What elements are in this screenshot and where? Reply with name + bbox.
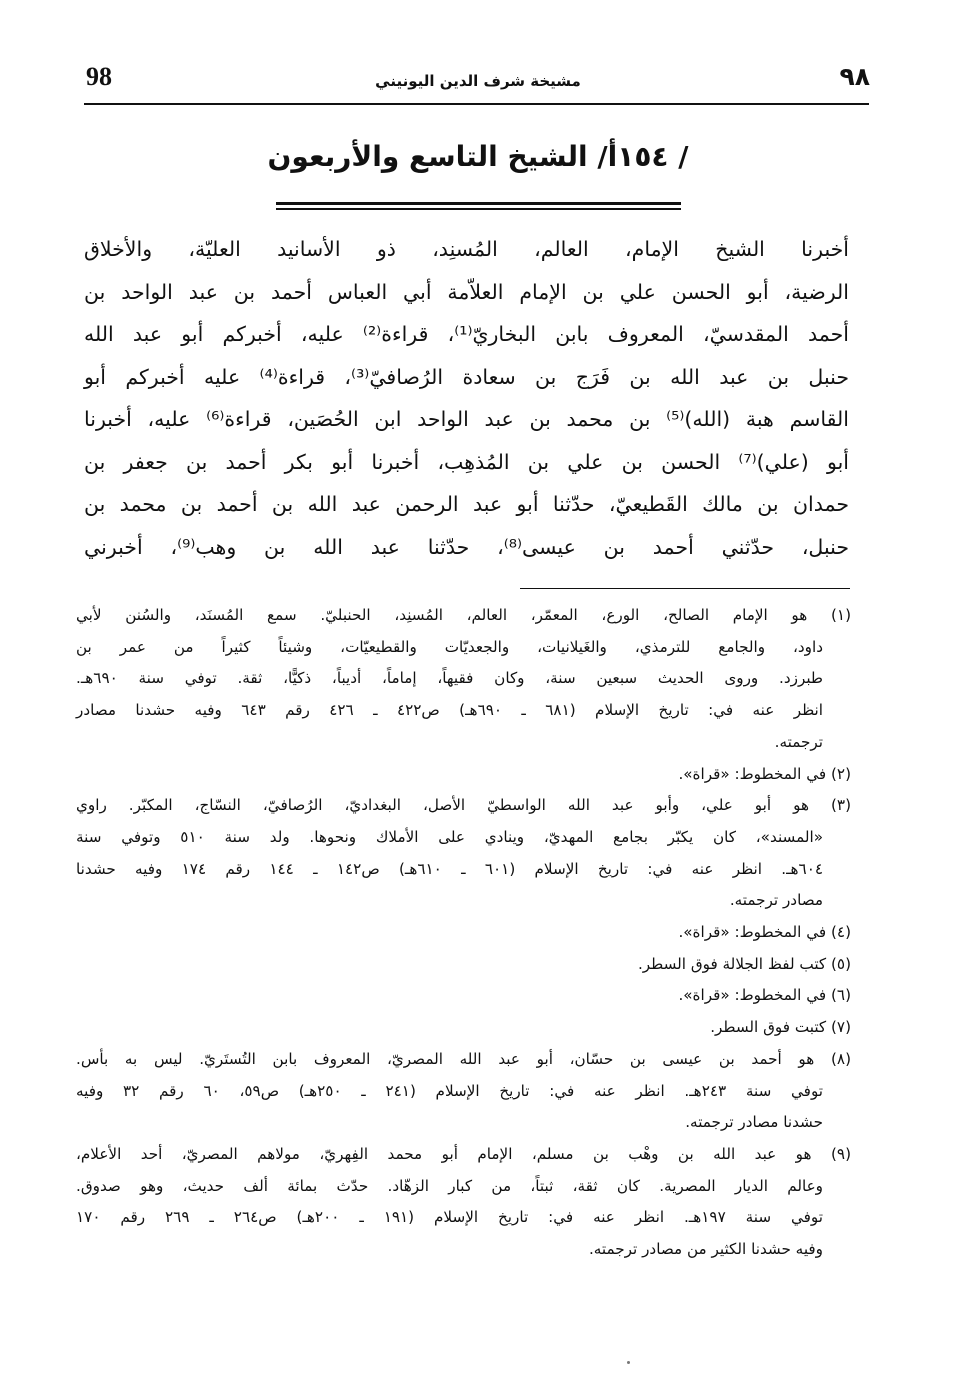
- footnote-line: توفي سنة ١٩٧هـ. انظر عنه في: تاريخ الإسلام (١٩١ ـ ٢٠٠هـ) ص٢٦٤ ـ ٢٦٩ رقم ١٧٠: [76, 1208, 823, 1227]
- footnote-line: ٦٠٤هـ. انظر عنه في: تاريخ الإسلام (٦٠١ ـ ٦١٠هـ) ص١٤٢ ـ ١٤٤ رقم ١٧٤ وفيه حشدنا: [76, 859, 824, 878]
- body-line: القاسم هبة (الله)⁽⁵⁾ بن محمد بن عبد الواحد ابن الحُصَين، قراءة⁽⁶⁾ عليه، أخبرنا: [84, 407, 849, 431]
- title-rule-thin: [276, 208, 681, 210]
- footnote-line: توفي سنة ٢٤٣هـ. انظر عنه في: تاريخ الإسلام (٢٤١ ـ ٢٥٠هـ) ص٥٩، ٦٠ رقم ٣٢ وفيه: [76, 1081, 824, 1100]
- page-number-arabic: ٩٨: [839, 62, 870, 91]
- footnote-1: [76, 600, 851, 759]
- body-line: حمدان بن مالك القَطيعيّ، حدّثنا أبو عبد الرحمن عبد الله بن أحمد بن محمد بن: [84, 492, 849, 516]
- running-header-title: مشيخة شرف الدين اليونيني: [375, 72, 581, 90]
- page-number-latin: 98: [86, 62, 112, 91]
- footnote-8: [76, 1044, 851, 1139]
- footnote-5: [76, 949, 851, 981]
- footnote-3: [76, 790, 851, 917]
- body-line: حنبل، حدّثني أحمد بن عيسى⁽⁸⁾، حدّثنا عبد الله بن وهب⁽⁹⁾، أخبرني: [84, 534, 850, 559]
- title-rule-thick: [276, 202, 681, 205]
- body-line: أبو (علي)⁽⁷⁾ الحسن بن علي بن المُذهِب، أخبرنا أبو بكر أحمد بن جعفر بن: [84, 449, 849, 474]
- footnote-7: [76, 1012, 851, 1044]
- footnote-line: انظر عنه في: تاريخ الإسلام (٦٨١ ـ ٦٩٠هـ) ص٤٢٢ ـ ٤٢٦ رقم ٦٤٣ وفيه حشدنا مصادر: [76, 701, 823, 720]
- footnote-line: وعالم الديار المصرية. كان ثقة، ثبتاً، من كبار الزهّاد. حدّث بمائة ألف حديث، وهو صدوق.: [76, 1176, 823, 1195]
- footnote-line: طبرزد. وروى الحديث سبعين سنة، وكان فقيهاً، إماماً، أديباً، ذكيًّا، ثقة. توفي سنة ٦٩٠هـ.: [76, 669, 823, 688]
- footnote-line: (٨) هو أحمد بن عيسى بن حسّان، أبو عبد الله المصريّ، المعروف بابن التُستَريّ. ليس به بأس.: [76, 1049, 851, 1068]
- footnote-line: (٦) في المخطوط: «قراة».: [678, 986, 851, 1005]
- footnote-line: وفيه حشدنا الكثير من مصادر ترجمته.: [588, 1240, 823, 1259]
- scan-speck: [627, 1361, 630, 1364]
- footnote-line: داود، والجامع للترمذي، والغَيلانيات، والجعديّات والقطيعيّات، وشيئاً كثيراً من عمر بن: [76, 637, 823, 656]
- body-line: أخبرنا الشيخ الإمام، العالم، المُسنِد، ذو الأسانيد العليّة، والأخلاق: [84, 237, 849, 261]
- footnote-line: مصادر ترجمته.: [729, 891, 823, 910]
- footnote-line: (٢) في المخطوط: «قراة».: [678, 764, 851, 783]
- footnote-line: (٧) كتبت فوق السطر.: [710, 1018, 851, 1037]
- footnote-line: ترجمته.: [774, 732, 823, 751]
- footnote-line: (٥) كتب لفظ الجلالة فوق السطر.: [637, 954, 851, 973]
- footnote-line: (١) هو الإمام الصالح، الورع، المعمّر، العالم، المُسنِد، الحنبليّ. سمع المُسنَد، والسُنن لأبي: [76, 606, 851, 624]
- footnote-6: [76, 980, 851, 1012]
- footnote-line: حشدنا مصادر ترجمته.: [685, 1113, 823, 1132]
- footnotes: [76, 600, 851, 1266]
- footnote-line: (٩) هو عبد الله بن وهْب بن مسلم، الإمام أبو محمد الفِهريّ، مولاهم المصريّ، أحد الأعلام،: [76, 1144, 851, 1163]
- footnote-line: (٤) في المخطوط: «قراة».: [678, 923, 851, 942]
- footnote-separator: [520, 588, 850, 589]
- main-text: [84, 228, 849, 568]
- footnote-2: [76, 759, 851, 791]
- body-line: حنبل بن عبد الله بن فَرَج بن سعادة الرُصافيّ⁽³⁾، قراءة⁽⁴⁾ عليه أخبركم أبو: [84, 364, 850, 389]
- footnote-4: [76, 917, 851, 949]
- chapter-title: / ١٥٤أ/ الشيخ التاسع والأربعون: [267, 140, 689, 173]
- footnote-line: «المسند»، كان يكبّر بجامع المهديّ، وينادي على الأملاك ونحوها. ولد سنة ٥١٠ وتوفي سنة: [76, 827, 823, 846]
- footnote-line: (٣) هو أبو علي، وأبو عبد الله الواسطيّ الأصل، البغداديّ، الرُصافيّ، النسّاج، المكبّر. راوي: [76, 796, 851, 815]
- footnote-9: [76, 1139, 851, 1266]
- body-line: الرضية، أبو الحسن علي بن الإمام العلاّمة أبي العباس أحمد بن عبد الواحد بن: [84, 279, 849, 304]
- header-rule: [84, 103, 869, 105]
- body-line: أحمد المقدسيّ، المعروف بابن البخاريّ⁽¹⁾، قراءة⁽²⁾ عليه، أخبركم أبو عبد الله: [84, 322, 849, 346]
